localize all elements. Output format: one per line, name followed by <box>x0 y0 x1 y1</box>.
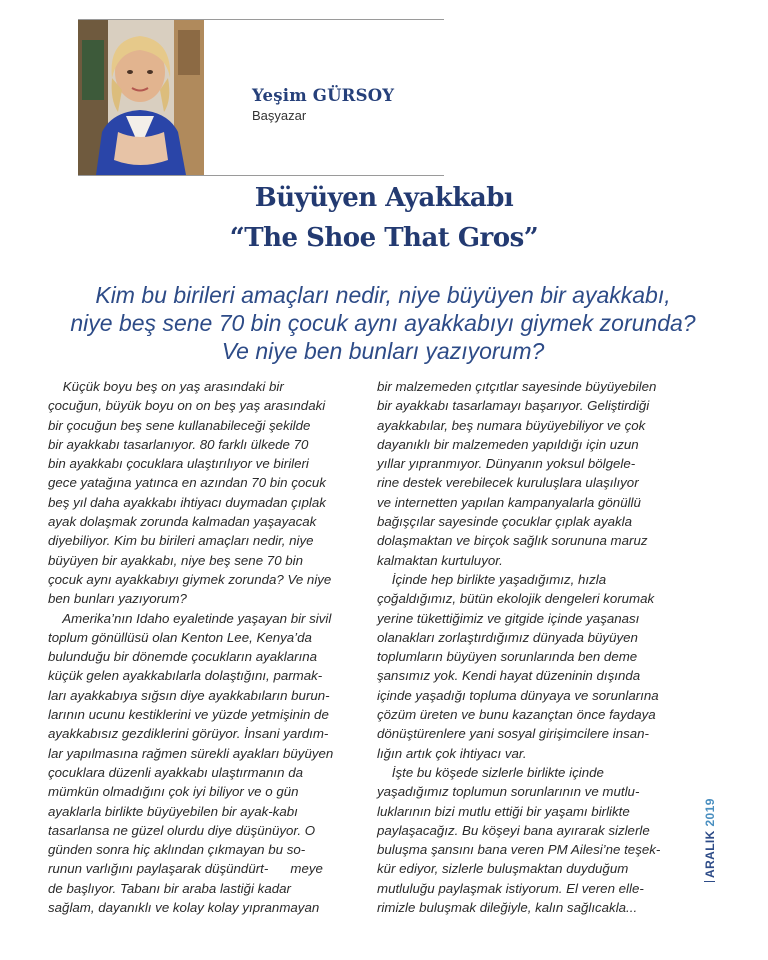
body-column-left <box>48 377 362 917</box>
body-text-line: büyüyen bir ayakkabı, niye beş sene 70 bin <box>48 552 304 568</box>
body-text-line: de başlıyor. Tabanı bir araba lastiği kadar <box>48 880 291 896</box>
author-portrait <box>78 20 204 175</box>
body-text-line: kür ediyor, sizlerle buluşmaktan duyduğum <box>377 861 629 877</box>
author-name: Yeşim GÜRSOY <box>252 86 395 105</box>
tag-divider <box>704 881 715 882</box>
body-text-line: gece yatağına yatınca en azından 70 bin çocuk <box>48 475 326 491</box>
body-text-line: toplum gönüllüsü olan Kenton Lee, Kenya’da <box>48 629 312 645</box>
body-text-line: dolaşmaktan ve birçok sağlık sorununa maruz <box>377 533 648 549</box>
body-text-line: lığın artık çok ihtiyacı var. <box>377 745 527 761</box>
body-text-line: bir ayakkabı tasarlamayı başarıyor. Geliştirdiği <box>377 398 650 414</box>
body-text-line: tasarlansa ne güzel olurdu diye düşünüyor. O <box>48 822 316 838</box>
body-text-line: larının ucunu kestiklerini ve yüzde yetmişinin de <box>48 707 329 723</box>
body-text-line: çoğaldığımız, bütün ekolojik dengeleri korumak <box>377 591 655 607</box>
body-text-line: dayanıklı bir malzemeden yapıldığı için uzun <box>377 436 639 452</box>
body-text-line: ben bunları yazıyorum? <box>48 591 187 607</box>
body-text-line: Amerika’nın Idaho eyaletinde yaşayan bir sivil <box>48 610 332 626</box>
body-text-line: bulunduğu bir dönemde çocukların ayaklarına <box>48 649 318 665</box>
body-text-line: ları ayakkabıya sığsın diye ayakkabıların burun- <box>48 687 330 703</box>
body-column-right <box>377 377 695 917</box>
body-text-line: çözüm üreten ve bunu kazançtan önce faydaya <box>377 707 656 723</box>
body-text-line: İçinde hep birlikte yaşadığımız, hızla <box>377 571 607 587</box>
body-text-line: ayak dolaşmak zorunda kalmadan yaşayacak <box>48 514 317 530</box>
article-subtitle: “The Shoe That Gros” <box>229 223 539 253</box>
body-text-line: ayakkabılar, beş numara büyüyebiliyor ve çok <box>377 417 646 433</box>
body-text-line: diyebiliyor. Kim bu birileri amaçları nedir, niye <box>48 533 314 549</box>
body-text-line: ve internetten yapılan kampanyalarla gönüllü <box>377 494 641 510</box>
body-text-line: ayaklarla birlikte büyüyebilen bir ayak-kabı <box>48 803 298 819</box>
body-text-line: İşte bu köşede sizlerle birlikte içinde <box>377 764 604 780</box>
body-text-line: bağışçılar sayesinde çocuklar çıplak ayakla <box>377 514 632 530</box>
body-text-line: günden sonra hiç aklından çıkmayan bu so- <box>48 842 306 858</box>
body-text-line: bir çocuğun beş sene kullanabileceği şekilde <box>48 417 311 433</box>
lead-line: Ve niye ben bunları yazıyorum? <box>221 338 545 364</box>
body-text-line: yaşadığımız toplumun sorunlarının ve mutlu- <box>377 784 640 800</box>
body-text-line: beş yıl daha ayakkabı ihtiyacı duymadan çıplak <box>48 494 326 510</box>
body-text-line: rine destek verebilecek kuruluşlara ulaşılıyor <box>377 475 639 491</box>
body-text-line: sağlam, dayanıklı ve kolay kolay yıpranmayan <box>48 900 320 916</box>
body-text-line: kalmaktan kurtuluyor. <box>377 552 503 568</box>
author-role: Başyazar <box>252 108 307 123</box>
bottom-rule <box>78 175 444 176</box>
body-text-line: toplumların büyüyen sorunlarında ben deme <box>377 649 638 665</box>
body-text-line: küçük gelen ayakkabılarla dolaştığını, parmak- <box>48 668 323 684</box>
issue-year: 2019 <box>703 798 717 827</box>
body-text-line: runun varlığını paylaşarak düşündürt- meye <box>48 861 323 877</box>
body-text-line: şansımız yok. Kendi hayat düzeninin dışında <box>377 668 641 684</box>
body-text-line: ayakkabısız gezdiklerini görüyor. İnsani yardım- <box>48 726 329 742</box>
issue-date-tag <box>703 798 717 882</box>
body-text-line: içinde yaşadığı topluma dünyaya ve sorunlarına <box>377 687 659 703</box>
body-text-line: buluşma şansını bana veren PM Ailesi’ne teşek- <box>377 842 661 858</box>
article-title: Büyüyen Ayakkabı <box>254 183 514 213</box>
body-text-line: luklarının bizi mutlu ettiği bir yaşamı birlikte <box>377 803 630 819</box>
body-text-line: dönüştürenlere yani sosyal girişimcilere insan- <box>377 726 649 742</box>
body-text-line: olanakları zorlaştırdığımız dünyada büyüyen <box>377 629 638 645</box>
lead-paragraph <box>38 281 728 365</box>
lead-line: niye beş sene 70 bin çocuk aynı ayakkabıyı giymek zorunda? <box>70 310 696 336</box>
body-text-line: bir malzemeden çıtçıtlar sayesinde büyüyebilen <box>377 379 657 394</box>
body-text-line: lar yapılmasına rağmen sürekli ayakları büyüyen <box>48 745 334 761</box>
body-text-line: rimizle buluşmak dileğiyle, kalın sağlıcakla... <box>377 900 638 916</box>
body-text-line: yıllar yıpranmıyor. Dünyanın yoksul bölgele- <box>377 456 636 472</box>
body-text-line: yerine tükettiğimiz ve gitgide içinde yaşanası <box>377 610 640 626</box>
body-text-line: mümkün olmadığını çok iyi biliyor ve o gün <box>48 784 299 800</box>
body-text-line: çocuklara düzenli ayakkabı ulaştırmanın da <box>48 764 303 780</box>
issue-month: ARALIK <box>703 830 717 878</box>
body-text-line: Küçük boyu beş on yaş arasındaki bir <box>48 379 284 394</box>
body-text-line: bin ayakkabı çocuklara ulaştırılıyor ve birileri <box>48 456 309 472</box>
body-text-line: çocuk aynı ayakkabıyı giymek zorunda? Ve niye <box>48 571 332 587</box>
body-text-line: mutluluğu paylaşmak istiyorum. El veren elle- <box>377 880 644 896</box>
body-text-line: çocuğun, büyük boyu on on beş yaş arasındaki <box>48 398 326 414</box>
body-text-line: paylaşacağız. Bu köşeyi bana ayırarak sizlerle <box>377 822 650 838</box>
body-text-line: bir ayakkabı tasarlanıyor. 80 farklı ülkede 70 <box>48 436 309 452</box>
lead-line: Kim bu birileri amaçları nedir, niye büyüyen bir ayakkabı, <box>95 282 671 308</box>
